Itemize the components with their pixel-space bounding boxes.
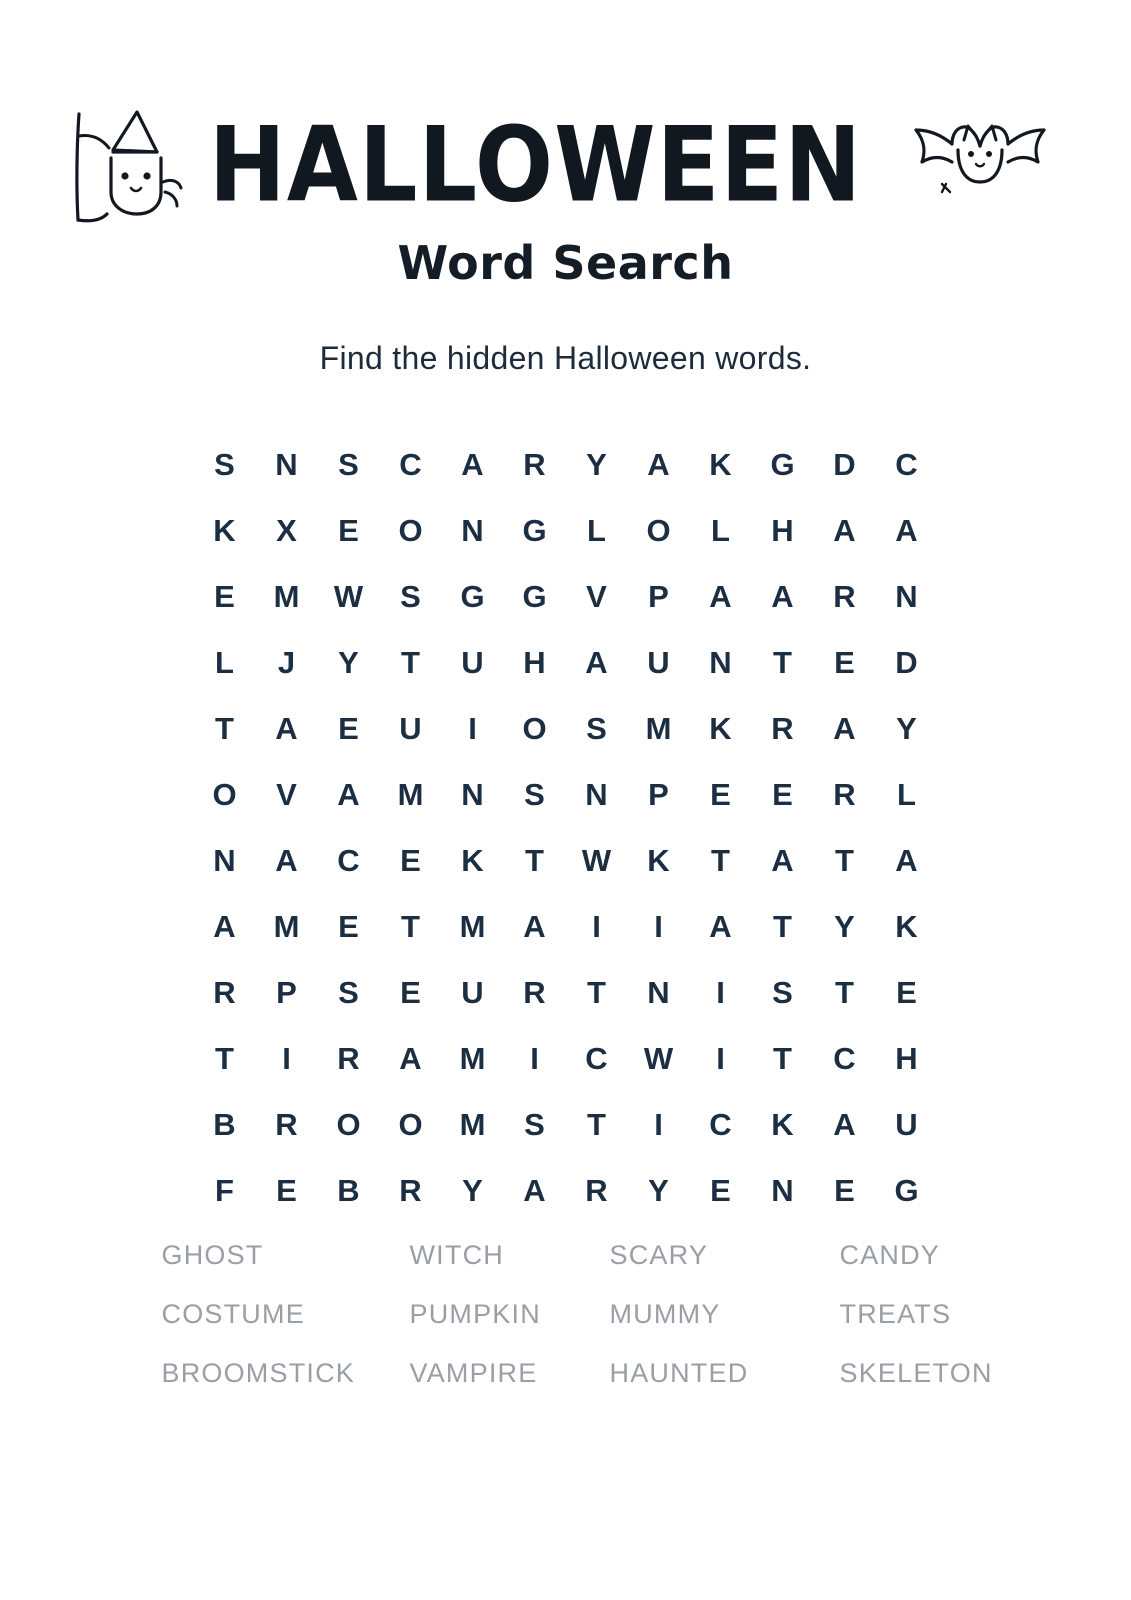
grid-cell[interactable]: I — [468, 711, 477, 746]
grid-cell[interactable]: R — [771, 711, 794, 746]
grid-cell[interactable]: A — [399, 1041, 422, 1076]
grid-cell[interactable]: I — [716, 1041, 725, 1076]
grid-cell[interactable]: C — [833, 1041, 856, 1076]
grid-cell[interactable]: S — [338, 447, 359, 482]
word-list-item[interactable]: CANDY — [839, 1240, 941, 1270]
grid-cell[interactable]: N — [585, 777, 608, 812]
grid-cell[interactable]: A — [833, 1107, 856, 1142]
grid-cell[interactable]: C — [585, 1041, 608, 1076]
grid-cell[interactable]: E — [710, 777, 731, 812]
grid-cell[interactable]: M — [459, 1107, 486, 1142]
grid-cell[interactable]: K — [895, 909, 918, 944]
grid-cell[interactable]: F — [215, 1173, 234, 1208]
grid-cell[interactable]: N — [275, 447, 298, 482]
grid-cell[interactable]: U — [895, 1107, 918, 1142]
grid-cell[interactable]: M — [397, 777, 424, 812]
grid-cell[interactable]: A — [771, 579, 794, 614]
grid-cell[interactable]: R — [833, 579, 856, 614]
grid-cell[interactable]: R — [523, 447, 546, 482]
grid-cell[interactable]: A — [709, 909, 732, 944]
grid-cell[interactable]: A — [771, 843, 794, 878]
grid-cell[interactable]: C — [895, 447, 918, 482]
grid-cell[interactable]: E — [772, 777, 793, 812]
grid-cell[interactable]: T — [773, 909, 792, 944]
grid-cell[interactable]: A — [461, 447, 484, 482]
grid-cell[interactable]: H — [771, 513, 794, 548]
grid-cell[interactable]: L — [587, 513, 606, 548]
grid-cell[interactable]: M — [273, 579, 300, 614]
grid-cell[interactable]: M — [459, 1041, 486, 1076]
grid-cell[interactable]: U — [399, 711, 422, 746]
grid-cell[interactable]: L — [215, 645, 234, 680]
grid-cell[interactable]: R — [585, 1173, 608, 1208]
title-row — [0, 96, 1131, 236]
grid-cell[interactable]: T — [401, 909, 420, 944]
grid-cell[interactable]: D — [895, 645, 918, 680]
header — [0, 0, 1131, 376]
grid-cell[interactable]: A — [275, 711, 298, 746]
grid-cell[interactable]: M — [645, 711, 672, 746]
grid-cell[interactable]: P — [276, 975, 297, 1010]
word-list — [161, 1240, 993, 1389]
grid-cell[interactable]: R — [213, 975, 236, 1010]
grid-cell[interactable]: E — [710, 1173, 731, 1208]
word-list-item[interactable]: GHOST — [161, 1240, 264, 1270]
word-list-item[interactable]: BROOMSTICK — [161, 1358, 356, 1388]
grid-cell[interactable]: E — [400, 975, 421, 1010]
grid-cell[interactable]: T — [215, 1041, 234, 1076]
grid-cell[interactable]: E — [400, 843, 421, 878]
grid-cell[interactable]: M — [273, 909, 300, 944]
grid-cell[interactable]: G — [522, 579, 547, 614]
grid-cell[interactable]: C — [337, 843, 360, 878]
word-list-container — [0, 1240, 1131, 1389]
word-list-item[interactable]: SCARY — [609, 1240, 709, 1270]
word-list-item[interactable]: WITCH — [409, 1240, 504, 1270]
grid-cell[interactable]: S — [586, 711, 607, 746]
grid-cell[interactable]: D — [833, 447, 856, 482]
grid-cell[interactable]: B — [213, 1107, 236, 1142]
word-list-item[interactable]: COSTUME — [161, 1299, 305, 1329]
grid-cell[interactable]: E — [896, 975, 917, 1010]
grid-cell[interactable]: N — [709, 645, 732, 680]
grid-cell[interactable]: C — [709, 1107, 732, 1142]
grid-cell[interactable]: E — [834, 645, 855, 680]
grid-cell[interactable]: L — [711, 513, 730, 548]
grid-cell[interactable]: A — [895, 513, 918, 548]
grid-cell[interactable]: E — [214, 579, 235, 614]
grid-cell[interactable]: N — [461, 513, 484, 548]
grid-cell[interactable]: U — [461, 645, 484, 680]
word-list-item[interactable]: SKELETON — [839, 1358, 993, 1388]
grid-cell[interactable]: I — [592, 909, 601, 944]
witch-cat-icon — [51, 96, 191, 236]
grid-cell[interactable]: Y — [586, 447, 607, 482]
grid-cell[interactable]: I — [530, 1041, 539, 1076]
grid-cell[interactable]: Y — [338, 645, 359, 680]
grid-cell[interactable]: T — [773, 645, 792, 680]
grid-cell[interactable]: L — [897, 777, 916, 812]
grid-cell[interactable]: A — [833, 513, 856, 548]
grid-cell[interactable]: O — [646, 513, 671, 548]
grid-cell[interactable]: N — [647, 975, 670, 1010]
grid-cell[interactable]: A — [585, 645, 608, 680]
grid-cell[interactable]: Y — [896, 711, 917, 746]
grid-cell[interactable]: R — [833, 777, 856, 812]
grid-cell[interactable]: R — [399, 1173, 422, 1208]
grid-cell[interactable]: S — [772, 975, 793, 1010]
word-list-item[interactable]: PUMPKIN — [409, 1299, 541, 1329]
grid-cell[interactable]: B — [337, 1173, 360, 1208]
grid-cell[interactable]: T — [835, 975, 854, 1010]
grid-cell[interactable]: Y — [462, 1173, 483, 1208]
grid-cell[interactable]: S — [338, 975, 359, 1010]
grid-cell[interactable]: E — [338, 513, 359, 548]
grid-cell[interactable]: O — [522, 711, 547, 746]
word-list-item[interactable]: TREATS — [839, 1299, 952, 1329]
grid-cell[interactable]: Y — [648, 1173, 669, 1208]
grid-cell[interactable]: E — [338, 711, 359, 746]
grid-cell[interactable]: R — [275, 1107, 298, 1142]
grid-cell[interactable]: G — [770, 447, 795, 482]
grid-cell[interactable]: G — [522, 513, 547, 548]
grid-cell[interactable]: P — [648, 777, 669, 812]
grid-cell[interactable]: O — [398, 1107, 423, 1142]
grid-cell[interactable]: H — [523, 645, 546, 680]
word-list-item[interactable]: HAUNTED — [609, 1358, 749, 1388]
grid-cell[interactable]: O — [212, 777, 237, 812]
grid-cell[interactable]: V — [276, 777, 297, 812]
grid-cell[interactable]: M — [459, 909, 486, 944]
grid-cell[interactable]: T — [587, 1107, 606, 1142]
grid-cell[interactable]: K — [709, 711, 732, 746]
grid-cell[interactable]: S — [524, 777, 545, 812]
grid-cell[interactable]: R — [523, 975, 546, 1010]
grid-cell[interactable]: T — [401, 645, 420, 680]
grid-cell[interactable]: A — [833, 711, 856, 746]
grid-cell[interactable]: K — [709, 447, 732, 482]
grid-cell[interactable]: I — [654, 1107, 663, 1142]
grid-cell[interactable]: N — [213, 843, 236, 878]
word-search-grid-container — [0, 432, 1131, 1224]
grid-cell[interactable]: E — [338, 909, 359, 944]
page-title: HALLOWEEN — [208, 105, 863, 226]
grid-cell[interactable]: A — [523, 1173, 546, 1208]
grid-cell[interactable]: K — [647, 843, 670, 878]
grid-cell[interactable]: G — [460, 579, 485, 614]
word-list-item[interactable]: MUMMY — [609, 1299, 721, 1329]
grid-cell[interactable]: T — [835, 843, 854, 878]
grid-cell[interactable]: O — [398, 513, 423, 548]
grid-cell[interactable]: A — [709, 579, 732, 614]
grid-cell[interactable]: J — [277, 645, 296, 680]
grid-cell[interactable]: T — [773, 1041, 792, 1076]
grid-cell[interactable]: A — [523, 909, 546, 944]
grid-cell[interactable]: T — [587, 975, 606, 1010]
grid-cell[interactable]: T — [711, 843, 730, 878]
grid-cell[interactable]: U — [461, 975, 484, 1010]
grid-cell[interactable]: H — [895, 1041, 918, 1076]
bat-icon — [880, 106, 1080, 226]
grid-cell[interactable]: Y — [834, 909, 855, 944]
grid-cell[interactable]: K — [771, 1107, 794, 1142]
grid-cell[interactable]: N — [771, 1173, 794, 1208]
grid-cell[interactable]: S — [214, 447, 235, 482]
grid-cell[interactable]: I — [282, 1041, 291, 1076]
grid-cell[interactable]: P — [648, 579, 669, 614]
grid-cell[interactable]: C — [399, 447, 422, 482]
grid-cell[interactable]: N — [461, 777, 484, 812]
grid-cell[interactable]: E — [276, 1173, 297, 1208]
grid-cell[interactable]: A — [647, 447, 670, 482]
grid-cell[interactable]: N — [895, 579, 918, 614]
grid-cell[interactable]: W — [643, 1041, 674, 1076]
grid-cell[interactable]: R — [337, 1041, 360, 1076]
grid-cell[interactable]: E — [834, 1173, 855, 1208]
grid-cell[interactable]: I — [654, 909, 663, 944]
grid-cell[interactable]: K — [461, 843, 484, 878]
grid-cell[interactable]: O — [336, 1107, 361, 1142]
grid-cell[interactable]: V — [586, 579, 607, 614]
grid-cell[interactable]: S — [524, 1107, 545, 1142]
grid-cell[interactable]: T — [525, 843, 544, 878]
grid-cell[interactable]: W — [333, 579, 364, 614]
grid-cell[interactable]: T — [215, 711, 234, 746]
grid-cell[interactable]: W — [581, 843, 612, 878]
letter-grid[interactable] — [194, 432, 938, 1224]
grid-cell[interactable]: K — [213, 513, 236, 548]
page-subtitle: Word Search — [397, 236, 734, 290]
instructions-text: Find the hidden Halloween words. — [319, 340, 812, 376]
grid-cell[interactable]: A — [895, 843, 918, 878]
grid-cell[interactable]: A — [275, 843, 298, 878]
grid-cell[interactable]: A — [337, 777, 360, 812]
grid-cell[interactable]: S — [400, 579, 421, 614]
grid-cell[interactable]: U — [647, 645, 670, 680]
grid-cell[interactable]: X — [276, 513, 297, 548]
grid-cell[interactable]: G — [894, 1173, 919, 1208]
word-list-item[interactable]: VAMPIRE — [409, 1358, 538, 1388]
grid-cell[interactable]: I — [716, 975, 725, 1010]
grid-cell[interactable]: A — [213, 909, 236, 944]
